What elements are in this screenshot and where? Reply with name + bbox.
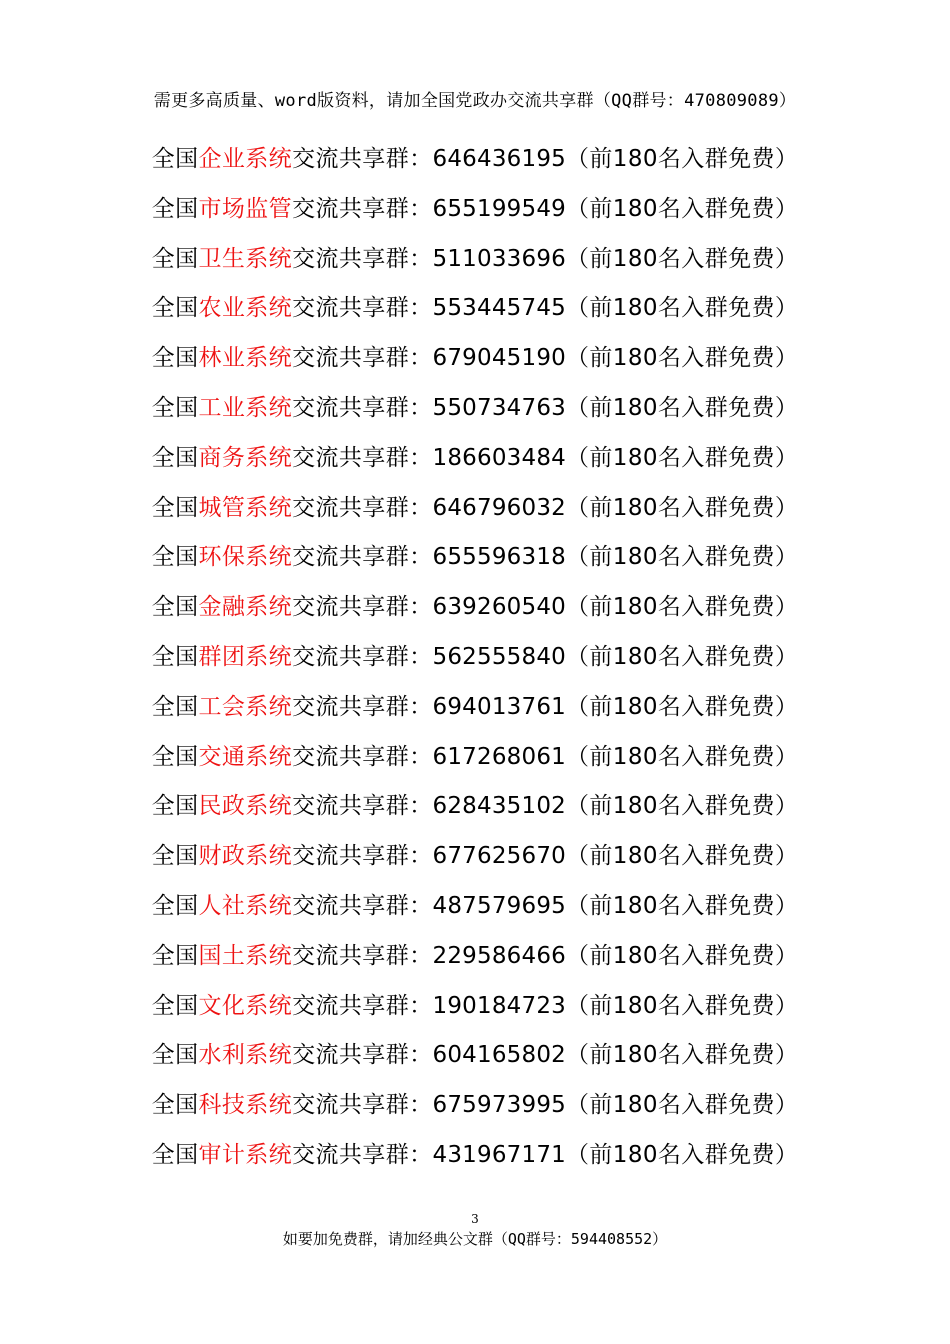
group-label: 交流共享群： (292, 693, 433, 720)
group-label: 交流共享群： (292, 494, 433, 521)
group-qq-number: 229586466 (432, 942, 566, 969)
group-label: 交流共享群： (292, 544, 433, 571)
group-qq-number: 487579695 (432, 892, 566, 919)
group-prefix: 全国 (151, 793, 199, 820)
group-prefix: 全国 (151, 1092, 199, 1119)
group-row (0, 188, 950, 238)
group-qq-number: 675973995 (432, 1092, 566, 1119)
group-system-name: 卫生系统 (198, 245, 293, 272)
group-note: （前180名入群免费） (566, 345, 799, 372)
group-prefix: 全国 (151, 295, 199, 322)
group-prefix: 全国 (151, 693, 199, 720)
group-system-name: 市场监管 (198, 195, 293, 222)
group-row (0, 337, 950, 387)
group-label: 交流共享群： (292, 146, 433, 172)
group-note: （前180名入群免费） (566, 394, 799, 421)
group-list (0, 138, 950, 1184)
group-note: （前180名入群免费） (566, 594, 799, 621)
group-qq-number: 655199549 (432, 195, 566, 222)
group-qq-number: 553445745 (432, 295, 566, 322)
group-prefix: 全国 (151, 146, 199, 172)
group-label: 交流共享群： (292, 345, 433, 372)
group-prefix: 全国 (151, 643, 199, 670)
group-row (0, 835, 950, 885)
group-label: 交流共享群： (292, 594, 433, 621)
group-system-name: 金融系统 (198, 594, 293, 621)
group-row (0, 487, 950, 537)
group-row (0, 1084, 950, 1134)
group-label: 交流共享群： (292, 1141, 433, 1168)
group-prefix: 全国 (151, 594, 199, 621)
group-system-name: 国土系统 (198, 942, 293, 969)
group-row (0, 686, 950, 736)
group-label: 交流共享群： (292, 195, 433, 222)
group-row (0, 636, 950, 686)
group-label: 交流共享群： (292, 245, 433, 272)
group-qq-number: 655596318 (432, 544, 566, 571)
group-note: （前180名入群免费） (566, 992, 799, 1019)
group-note: （前180名入群免费） (566, 494, 799, 521)
group-qq-number: 679045190 (432, 345, 566, 372)
group-qq-number: 677625670 (432, 843, 566, 870)
group-system-name: 水利系统 (198, 1042, 293, 1069)
group-row (0, 387, 950, 437)
group-prefix: 全国 (151, 245, 199, 272)
group-prefix: 全国 (151, 345, 199, 372)
group-prefix: 全国 (151, 494, 199, 521)
group-system-name: 财政系统 (198, 843, 293, 870)
group-row (0, 536, 950, 586)
group-system-name: 企业系统 (198, 146, 293, 172)
group-label: 交流共享群： (292, 892, 433, 919)
page-footer: 如要加免费群，请加经典公文群（QQ群号：594408552） (282, 1230, 668, 1248)
group-label: 交流共享群： (292, 743, 433, 770)
group-system-name: 群团系统 (198, 643, 293, 670)
group-note: （前180名入群免费） (566, 1141, 799, 1168)
group-label: 交流共享群： (292, 793, 433, 820)
group-system-name: 交通系统 (198, 743, 293, 770)
group-system-name: 农业系统 (198, 295, 293, 322)
group-system-name: 环保系统 (198, 544, 293, 571)
group-system-name: 商务系统 (198, 444, 293, 471)
group-note: （前180名入群免费） (566, 892, 799, 919)
group-row (0, 437, 950, 487)
group-note: （前180名入群免费） (566, 743, 799, 770)
group-label: 交流共享群： (292, 394, 433, 421)
group-prefix: 全国 (151, 942, 199, 969)
group-note: （前180名入群免费） (566, 1092, 799, 1119)
group-qq-number: 646796032 (432, 494, 566, 521)
group-note: （前180名入群免费） (566, 843, 799, 870)
group-note: （前180名入群免费） (566, 1042, 799, 1069)
group-row (0, 287, 950, 337)
group-note: （前180名入群免费） (566, 295, 799, 322)
group-prefix: 全国 (151, 195, 199, 222)
group-prefix: 全国 (151, 544, 199, 571)
group-qq-number: 190184723 (432, 992, 566, 1019)
group-prefix: 全国 (151, 992, 199, 1019)
group-system-name: 文化系统 (198, 992, 293, 1019)
group-system-name: 城管系统 (198, 494, 293, 521)
group-qq-number: 562555840 (432, 643, 566, 670)
group-qq-number: 646436195 (432, 146, 566, 172)
group-qq-number: 431967171 (432, 1141, 566, 1168)
group-label: 交流共享群： (292, 1042, 433, 1069)
group-label: 交流共享群： (292, 992, 433, 1019)
group-note: （前180名入群免费） (566, 195, 799, 222)
group-prefix: 全国 (151, 743, 199, 770)
group-prefix: 全国 (151, 394, 199, 421)
group-row (0, 935, 950, 985)
group-prefix: 全国 (151, 1141, 199, 1168)
group-label: 交流共享群： (292, 1092, 433, 1119)
group-note: （前180名入群免费） (566, 544, 799, 571)
group-qq-number: 694013761 (432, 693, 566, 720)
group-system-name: 审计系统 (198, 1141, 293, 1168)
group-row (0, 736, 950, 786)
group-prefix: 全国 (151, 892, 199, 919)
group-label: 交流共享群： (292, 643, 433, 670)
group-qq-number: 604165802 (432, 1042, 566, 1069)
group-label: 交流共享群： (292, 295, 433, 322)
group-note: （前180名入群免费） (566, 444, 799, 471)
group-system-name: 林业系统 (198, 345, 293, 372)
group-qq-number: 511033696 (432, 245, 566, 272)
group-label: 交流共享群： (292, 843, 433, 870)
group-note: （前180名入群免费） (566, 245, 799, 272)
group-system-name: 科技系统 (198, 1092, 293, 1119)
group-row (0, 138, 950, 188)
group-note: （前180名入群免费） (566, 693, 799, 720)
group-qq-number: 550734763 (432, 394, 566, 421)
group-system-name: 工会系统 (198, 693, 293, 720)
group-row (0, 885, 950, 935)
group-row (0, 586, 950, 636)
group-system-name: 人社系统 (198, 892, 293, 919)
group-system-name: 工业系统 (198, 394, 293, 421)
page-number: 3 (471, 1212, 479, 1226)
group-qq-number: 628435102 (432, 793, 566, 820)
group-row (0, 785, 950, 835)
group-label: 交流共享群： (292, 444, 433, 471)
group-qq-number: 639260540 (432, 594, 566, 621)
group-row (0, 985, 950, 1035)
group-row (0, 1134, 950, 1184)
group-row (0, 1034, 950, 1084)
group-system-name: 民政系统 (198, 793, 293, 820)
group-note: （前180名入群免费） (566, 793, 799, 820)
group-note: （前180名入群免费） (566, 942, 799, 969)
group-label: 交流共享群： (292, 942, 433, 969)
group-qq-number: 186603484 (432, 444, 566, 471)
group-note: （前180名入群免费） (566, 146, 799, 172)
group-prefix: 全国 (151, 1042, 199, 1069)
group-qq-number: 617268061 (432, 743, 566, 770)
group-note: （前180名入群免费） (566, 643, 799, 670)
page-header: 需更多高质量、word版资料，请加全国党政办交流共享群（QQ群号：470809089） (153, 91, 797, 111)
group-row (0, 238, 950, 288)
group-prefix: 全国 (151, 843, 199, 870)
group-prefix: 全国 (151, 444, 199, 471)
